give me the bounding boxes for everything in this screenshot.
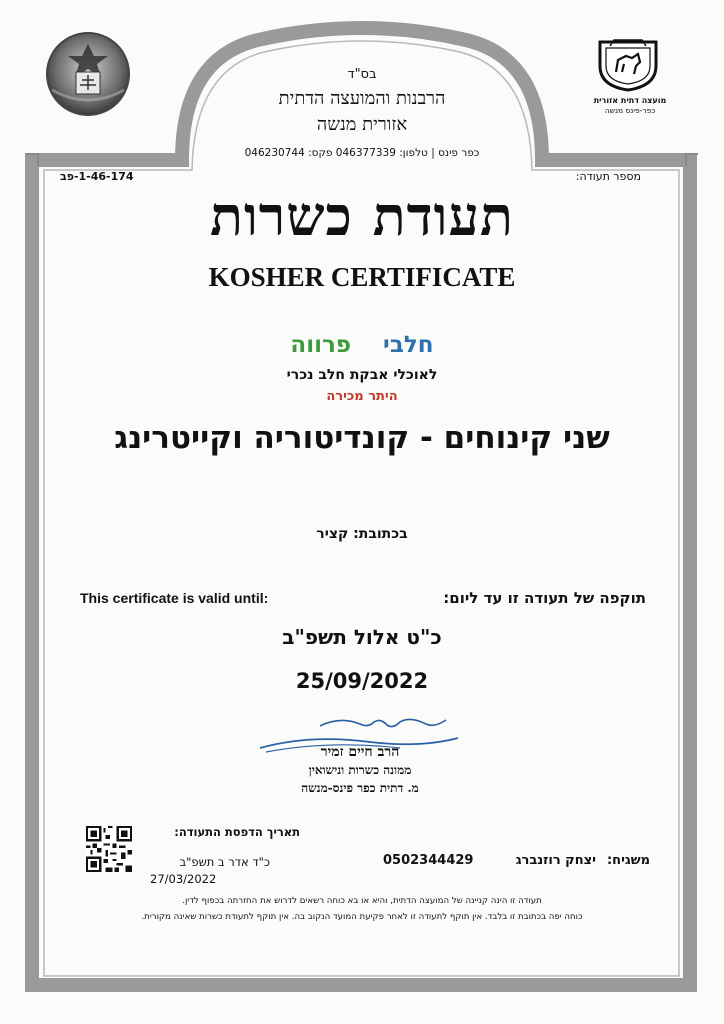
validity-date: 25/09/2022 xyxy=(295,669,429,693)
business-name: שני קינוחים - קונדיטוריה וקייטרינג xyxy=(114,420,610,456)
contact-details: כפר פינס | טלפון: 046377339 פקס: 046230744 xyxy=(244,147,480,159)
religious-council-logo-icon xyxy=(596,36,660,92)
validity-label-hebrew: תוקפה של תעודה זו עד ליום: xyxy=(443,589,646,607)
parve-label: פרווה xyxy=(290,332,351,358)
org-name-line2: אזורית מנשה xyxy=(316,114,408,135)
supervisor-label: משגיח: xyxy=(606,853,650,868)
kashrut-type xyxy=(0,332,724,358)
footer-line1: תעודה זו הינה קניינה של המועצה הדתית, והיא או בא כוחה רשאים לדרוש את החזרתה בכפוף לדין. xyxy=(182,896,542,906)
validity-label-english: This certificate is valid until: xyxy=(80,590,269,606)
bsd-mark: בס"ד xyxy=(347,67,377,82)
print-date-label: תאריך הדפסת התעודה: xyxy=(174,825,300,839)
council-logo-caption: מועצה דתית אזורית xyxy=(593,96,667,105)
signature-org: מ. דתית כפר פינס-מנשה xyxy=(301,781,419,795)
cert-number: 1-46-174-פב xyxy=(60,170,134,183)
signature-role: ממונה כשרות ונישואין xyxy=(308,763,412,777)
print-date-hebrew: כ"ד אדר ב תשפ"ב xyxy=(179,855,270,869)
business-address: בכתובת: קציר xyxy=(316,526,408,542)
title-hebrew: תעודת כשרות xyxy=(210,184,514,248)
supervisor-name: יצחק רוזנברג xyxy=(515,853,596,868)
org-name-line1: הרבנות והמועצה הדתית xyxy=(278,88,446,109)
footer-line2: כוחה יפה בכתובת זו בלבד. אין תוקף לתעודה זו לאחר פקיעת המועד הנקוב בה. אין תוקף לתעודת כשרות שאינה מקורית. xyxy=(141,912,583,922)
kashrut-note: לאוכלי אבקת חלב נכרי xyxy=(286,367,438,383)
heter-mechira: היתר מכירה xyxy=(326,389,398,404)
signature-rabbi-name: הרב חיים זמיר xyxy=(320,744,400,760)
title-english: KOSHER CERTIFICATE xyxy=(208,262,516,292)
qr-code-icon xyxy=(86,826,132,872)
council-logo-caption-location: כפר-פינס מנשה xyxy=(604,106,656,115)
print-date: 27/03/2022 xyxy=(150,872,217,886)
cert-number-label: מספר תעודה: xyxy=(575,170,641,183)
validity-hebrew-date: כ"ט אלול תשפ"ב xyxy=(282,625,442,649)
supervisor-phone: 0502344429 xyxy=(383,853,474,868)
dairy-label: חלבי xyxy=(383,332,434,358)
